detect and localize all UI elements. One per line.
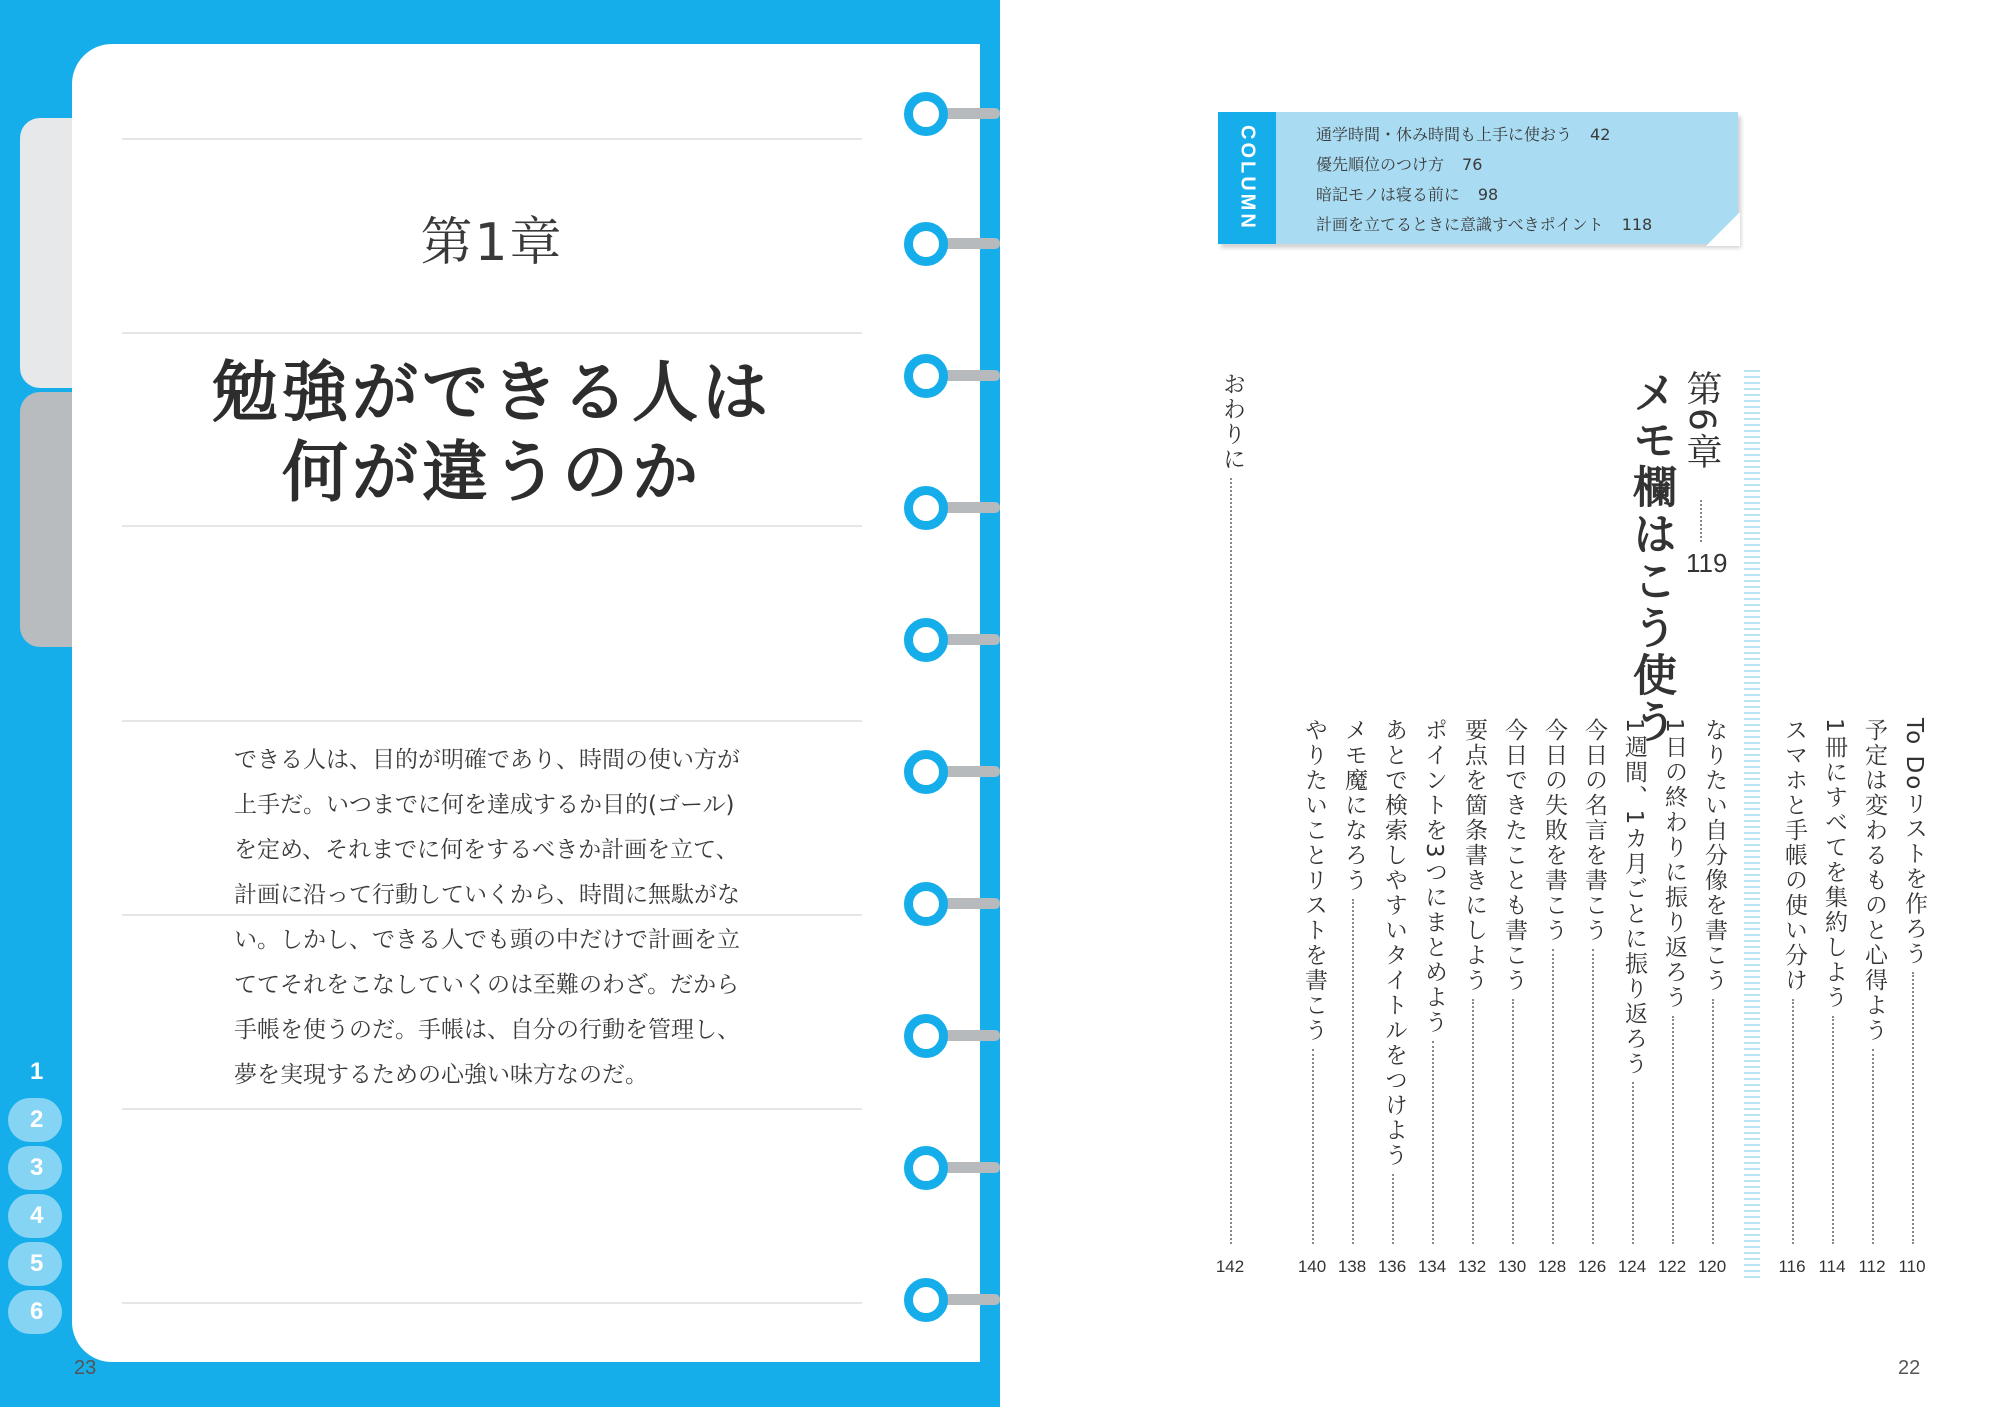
- body-line: い。しかし、できる人でも頭の中だけで計画を立: [234, 927, 740, 953]
- chapter-title-line: 勉強ができる人は: [212, 353, 772, 431]
- toc-entry-page: 120: [1697, 1257, 1727, 1276]
- page-curl-icon: [1706, 212, 1740, 246]
- toc-entry-page: 116: [1778, 1257, 1806, 1276]
- dotted-leader: [1712, 999, 1714, 1244]
- dotted-leader: [1872, 1049, 1874, 1244]
- chapter6-page: 119: [1686, 548, 1728, 578]
- page-number-right: 22: [1898, 1357, 1921, 1379]
- notebook-rule: [122, 720, 862, 722]
- toc-entry[interactable]: [1338, 718, 1371, 893]
- toc-entry-title: メモ魔になろう: [1341, 718, 1367, 893]
- toc-entry-page: 142: [1215, 1257, 1245, 1276]
- toc-entry[interactable]: [1778, 718, 1811, 993]
- notebook-rule: [122, 332, 862, 334]
- toc-entry-page: 138: [1337, 1257, 1367, 1276]
- toc-entry-title: 1週間、1カ月ごとに振り返ろう: [1621, 718, 1647, 1077]
- column-item[interactable]: [1316, 150, 1652, 180]
- toc-entry-page: 124: [1617, 1257, 1647, 1276]
- binder-ring-icon: [904, 486, 948, 530]
- notebook-rule: [122, 138, 862, 140]
- binder-ring-icon: [904, 92, 948, 136]
- column-item-title: 暗記モノは寝る前に: [1316, 185, 1460, 204]
- toc-entry-title: 要点を箇条書きにしよう: [1461, 718, 1487, 993]
- column-item-page: 42: [1590, 125, 1611, 144]
- column-item[interactable]: [1316, 120, 1652, 150]
- toc-entry-title: なりたい自分像を書こう: [1701, 718, 1727, 993]
- chapter6-label: 第6章: [1681, 370, 1722, 471]
- toc-entry-title: 予定は変わるものと心得よう: [1861, 718, 1887, 1043]
- toc-entry[interactable]: [1578, 718, 1611, 943]
- toc-entry[interactable]: [1658, 718, 1691, 1010]
- binder-ring-icon: [904, 1014, 948, 1058]
- body-line: ててそれをこなしていくのは至難のわざ。だから: [234, 972, 740, 998]
- column-item[interactable]: [1316, 180, 1652, 210]
- chapter-tab-label: 5: [30, 1250, 44, 1277]
- column-list: [1316, 120, 1652, 240]
- toc-entry-page: 110: [1898, 1257, 1926, 1276]
- toc-entry-page: 114: [1818, 1257, 1846, 1276]
- column-item-page: 98: [1477, 185, 1499, 204]
- chapter-tab-label: 2: [30, 1106, 44, 1133]
- toc-entry-page: 132: [1457, 1257, 1487, 1276]
- toc-entry-page: 112: [1858, 1257, 1886, 1276]
- dotted-leader: [1392, 1174, 1394, 1244]
- dotted-leader: [1792, 999, 1794, 1244]
- dotted-leader: [1592, 949, 1594, 1244]
- body-line: 上手だ。いつまでに何を達成するか目的(ゴール): [234, 792, 735, 818]
- chapter-tab-2[interactable]: [8, 1098, 62, 1142]
- dotted-leader: [1312, 1049, 1314, 1244]
- toc-entry[interactable]: [1458, 718, 1491, 993]
- column-item-title: 通学時間・休み時間も上手に使おう: [1316, 125, 1573, 144]
- column-item-page: 76: [1462, 155, 1483, 174]
- toc-entry-page: 140: [1297, 1257, 1327, 1276]
- toc-entry-page: 126: [1577, 1257, 1607, 1276]
- toc-entry-page: 122: [1657, 1257, 1687, 1276]
- toc-entry-page: 130: [1497, 1257, 1527, 1276]
- chapter-title: [122, 352, 862, 512]
- chapter-tab-6[interactable]: [8, 1290, 62, 1334]
- toc-entry-title: 1冊にすべてを集約しよう: [1821, 718, 1847, 1010]
- toc-entry-title: やりたいことリストを書こう: [1301, 718, 1327, 1043]
- dotted-leader: [1632, 1082, 1634, 1244]
- chapter-tab-4[interactable]: [8, 1194, 62, 1238]
- chapter-intro-text: [234, 738, 774, 1098]
- chapter-title-line: 何が違うのか: [282, 433, 702, 511]
- toc-entry[interactable]: [1216, 372, 1249, 472]
- chapter-tab-5[interactable]: [8, 1242, 62, 1286]
- toc-entry-page: 134: [1417, 1257, 1447, 1276]
- chapter-ruler: [1744, 370, 1760, 1278]
- toc-entry[interactable]: [1498, 718, 1531, 993]
- binder-ring-icon: [904, 750, 948, 794]
- chapter-tab-label: 3: [30, 1154, 44, 1181]
- body-line: できる人は、目的が明確であり、時間の使い方が: [234, 747, 740, 773]
- toc-entry[interactable]: [1298, 718, 1331, 1043]
- dotted-leader: [1700, 500, 1702, 542]
- body-line: 計画に沿って行動していくから、時間に無駄がな: [234, 882, 740, 908]
- body-line: を定め、それまでに何をするべきか計画を立て、: [234, 837, 739, 863]
- toc-entry-title: 今日の失敗を書こう: [1541, 718, 1567, 943]
- binder-ring-icon: [904, 1278, 948, 1322]
- toc-entry[interactable]: [1378, 718, 1411, 1168]
- toc-entry[interactable]: [1818, 718, 1851, 1010]
- chapter-tab-label: 6: [30, 1298, 44, 1325]
- binder-ring-icon: [904, 222, 948, 266]
- toc-entry-title: To Doリストを作ろう: [1901, 718, 1927, 967]
- chapter-tab-1[interactable]: [8, 1050, 62, 1094]
- column-label: COLUMN: [1218, 112, 1276, 244]
- dotted-leader: [1432, 1041, 1434, 1244]
- toc-entry[interactable]: [1858, 718, 1891, 1043]
- toc-entry-title: ポイントを3つにまとめよう: [1421, 718, 1447, 1035]
- dotted-leader: [1552, 949, 1554, 1244]
- toc-entry-title: おわりに: [1219, 372, 1245, 472]
- toc-entry-title: あとで検索しやすいタイトルをつけよう: [1381, 718, 1407, 1168]
- column-item-title: 優先順位のつけ方: [1316, 155, 1445, 174]
- binder-ring-icon: [904, 882, 948, 926]
- toc-entry-title: 今日の名言を書こう: [1581, 718, 1607, 943]
- chapter6-title: メモ欄はこう使う: [1625, 370, 1676, 746]
- toc-entry-page: 128: [1537, 1257, 1567, 1276]
- dotted-leader: [1832, 1016, 1834, 1244]
- dotted-leader: [1472, 999, 1474, 1244]
- dotted-leader: [1672, 1016, 1674, 1244]
- column-item[interactable]: [1316, 210, 1652, 240]
- column-item-page: 118: [1621, 215, 1653, 234]
- notebook-rule: [122, 1302, 862, 1304]
- notebook-rule: [122, 1108, 862, 1110]
- page-number-left: 23: [74, 1357, 97, 1379]
- binder-ring-icon: [904, 1146, 948, 1190]
- toc-entry-title: 1日の終わりに振り返ろう: [1661, 718, 1687, 1010]
- dotted-leader: [1912, 972, 1914, 1244]
- toc-entry-page: 136: [1377, 1257, 1407, 1276]
- dotted-leader: [1352, 899, 1354, 1244]
- dotted-leader: [1230, 478, 1232, 1244]
- chapter-label: 第1章: [420, 213, 564, 273]
- toc-entry[interactable]: [1618, 718, 1651, 1076]
- chapter-tab-label: 4: [30, 1202, 44, 1229]
- binder-ring-icon: [904, 354, 948, 398]
- chapter-tab-label: 1: [30, 1058, 44, 1085]
- toc-entry-title: スマホと手帳の使い分け: [1781, 718, 1807, 993]
- notebook-rule: [122, 525, 862, 527]
- toc-entry[interactable]: [1698, 718, 1731, 993]
- body-line: 手帳を使うのだ。手帳は、自分の行動を管理し、: [234, 1017, 740, 1043]
- body-line: 夢を実現するための心強い味方なのだ。: [234, 1062, 648, 1088]
- toc-entry[interactable]: [1418, 718, 1451, 1035]
- binder-ring-icon: [904, 618, 948, 662]
- toc-entry[interactable]: [1538, 718, 1571, 943]
- dotted-leader: [1512, 999, 1514, 1244]
- toc-entry[interactable]: [1898, 718, 1931, 966]
- toc-entry-title: 今日できたことも書こう: [1501, 718, 1527, 993]
- column-item-title: 計画を立てるときに意識すべきポイント: [1316, 215, 1604, 234]
- chapter-tab-3[interactable]: [8, 1146, 62, 1190]
